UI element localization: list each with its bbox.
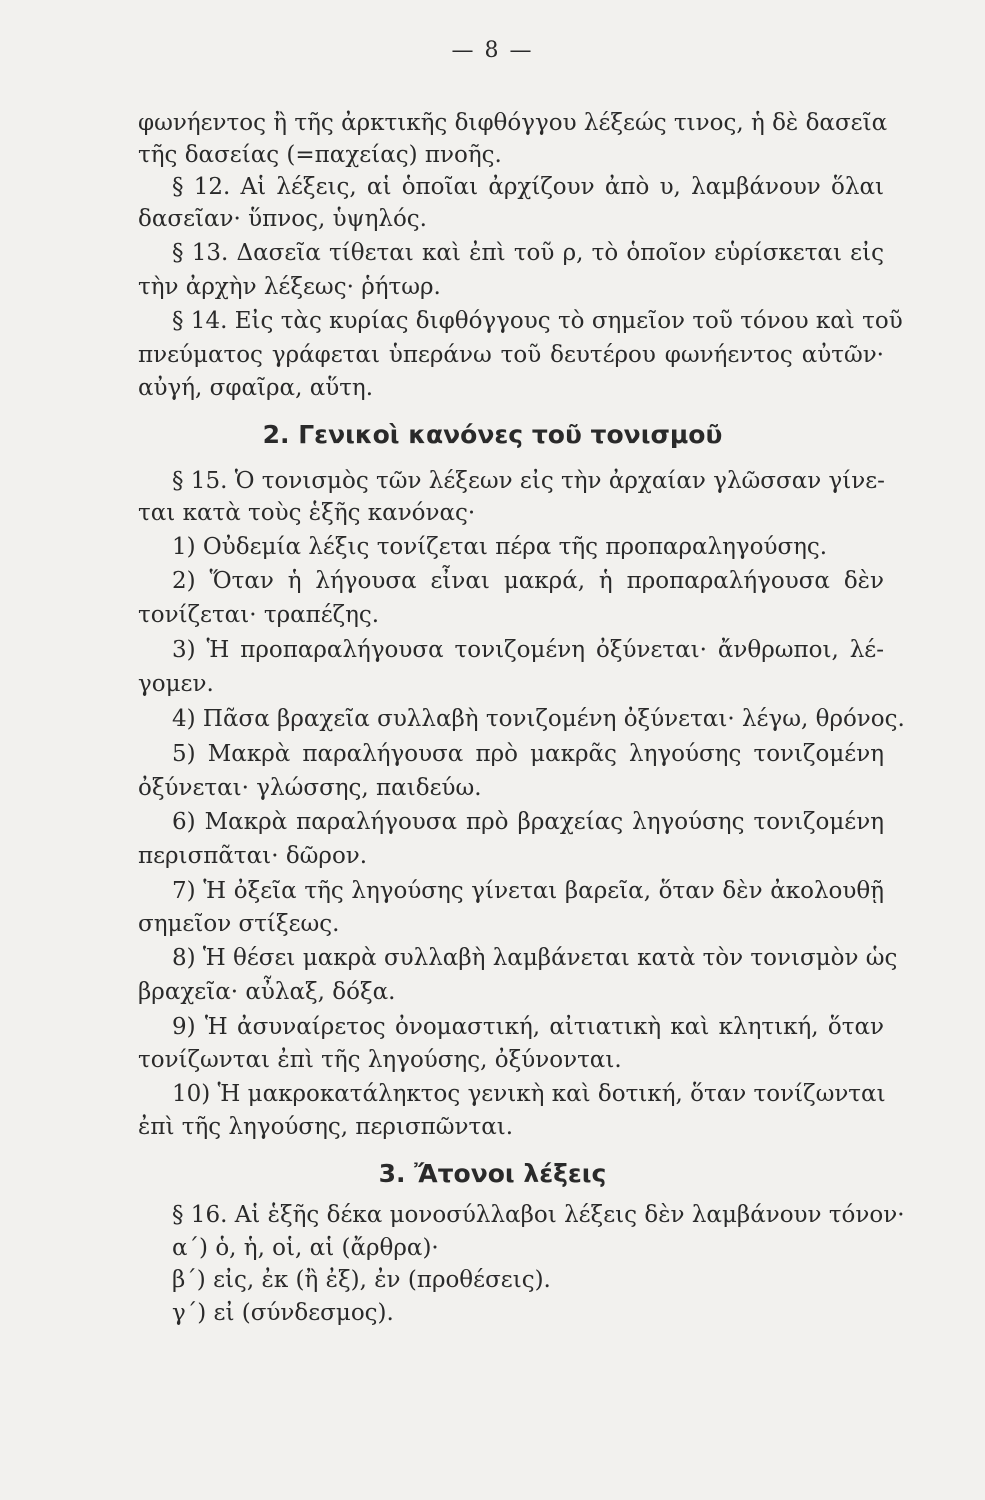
- text-line: φωνήεντος ἢ τῆς ἀρκτικῆς διφθόγγου λέξεώς τινος, ἡ δὲ δασεῖα: [138, 110, 888, 136]
- rule-1: 1) Οὐδεμία λέξις τονίζεται πέρα τῆς προπαραληγούσης.: [172, 534, 828, 560]
- text-line: αὐγή, σφαῖρα, αὕτη.: [138, 375, 374, 401]
- rule-4: 4) Πᾶσα βραχεῖα συλλαβὴ τονιζομένη ὀξύνεται· λέγω, θρόνος.: [172, 706, 905, 732]
- text-line: ται κατὰ τοὺς ἑξῆς κανόνας·: [138, 500, 476, 526]
- text-line: πνεύματος γράφεται ὑπεράνω τοῦ δευτέρου φωνήεντος αὐτῶν·: [138, 342, 884, 368]
- rule-2: 2) Ὅταν ἡ λήγουσα εἶναι μακρά, ἡ προπαραλήγουσα δὲν: [172, 568, 884, 594]
- paragraph-16-line: § 16. Αἱ ἑξῆς δέκα μονοσύλλαβοι λέξεις δὲν λαμβάνουν τόνον·: [172, 1202, 905, 1228]
- paragraph-14-line: § 14. Εἰς τὰς κυρίας διφθόγγους τὸ σημεῖον τοῦ τόνου καὶ τοῦ: [172, 308, 903, 334]
- list-item-conjunction: γ΄) εἰ (σύνδεσμος).: [172, 1300, 394, 1326]
- text-line: τονίζωνται ἐπὶ τῆς ληγούσης, ὀξύνονται.: [138, 1047, 622, 1073]
- rule-9: 9) Ἡ ἀσυναίρετος ὀνομαστική, αἰτιατικὴ καὶ κλητική, ὅταν: [172, 1014, 884, 1040]
- text-line: ὀξύνεται· γλώσσης, παιδεύω.: [138, 775, 482, 801]
- rule-3: 3) Ἡ προπαραλήγουσα τονιζομένη ὀξύνεται· ἄνθρωποι, λέ-: [172, 637, 884, 663]
- text-line: γομεν.: [138, 671, 214, 697]
- text-line: βραχεῖα· αὖλαξ, δόξα.: [138, 979, 396, 1005]
- text-line: σημεῖον στίξεως.: [138, 911, 340, 937]
- text-line: τονίζεται· τραπέζης.: [138, 602, 380, 628]
- paragraph-15-line: § 15. Ὁ τονισμὸς τῶν λέξεων εἰς τὴν ἀρχαίαν γλῶσσαν γίνε-: [172, 468, 885, 494]
- rule-6: 6) Μακρὰ παραλήγουσα πρὸ βραχείας ληγούσης τονιζομένη: [172, 809, 884, 835]
- section-heading-2: 2. Γενικοὶ κανόνες τοῦ τονισμοῦ: [262, 420, 723, 449]
- rule-7: 7) Ἡ ὀξεῖα τῆς ληγούσης γίνεται βαρεῖα, ὅταν δὲν ἀκολουθῇ: [172, 878, 884, 904]
- paragraph-13-line: § 13. Δασεῖα τίθεται καὶ ἐπὶ τοῦ ρ, τὸ ὁποῖον εὑρίσκεται εἰς: [172, 240, 884, 266]
- page-number: — 8 —: [451, 38, 534, 63]
- section-heading-3: 3. Ἄτονοι λέξεις: [378, 1159, 607, 1188]
- text-line: περισπᾶται· δῶρον.: [138, 843, 368, 869]
- text-line: τῆς δασείας (=παχείας) πνοῆς.: [138, 142, 502, 168]
- list-item-prepositions: β΄) εἰς, ἐκ (ἢ ἐξ), ἐν (προθέσεις).: [172, 1267, 551, 1293]
- text-line: δασεῖαν· ὕπνος, ὑψηλός.: [138, 206, 427, 232]
- list-item-articles: α΄) ὁ, ἡ, οἱ, αἱ (ἄρθρα)·: [172, 1235, 439, 1261]
- text-line: τὴν ἀρχὴν λέξεως· ῥήτωρ.: [138, 274, 441, 300]
- rule-5: 5) Μακρὰ παραλήγουσα πρὸ μακρᾶς ληγούσης τονιζομένη: [172, 741, 884, 767]
- rule-10: 10) Ἡ μακροκατάληκτος γενικὴ καὶ δοτική, ὅταν τονίζωνται: [172, 1081, 886, 1107]
- rule-8: 8) Ἡ θέσει μακρὰ συλλαβὴ λαμβάνεται κατὰ τὸν τονισμὸν ὡς: [172, 945, 898, 971]
- text-line: ἐπὶ τῆς ληγούσης, περισπῶνται.: [138, 1114, 514, 1140]
- paragraph-12-line: § 12. Αἱ λέξεις, αἱ ὁποῖαι ἀρχίζουν ἀπὸ υ, λαμβάνουν ὅλαι: [172, 174, 884, 200]
